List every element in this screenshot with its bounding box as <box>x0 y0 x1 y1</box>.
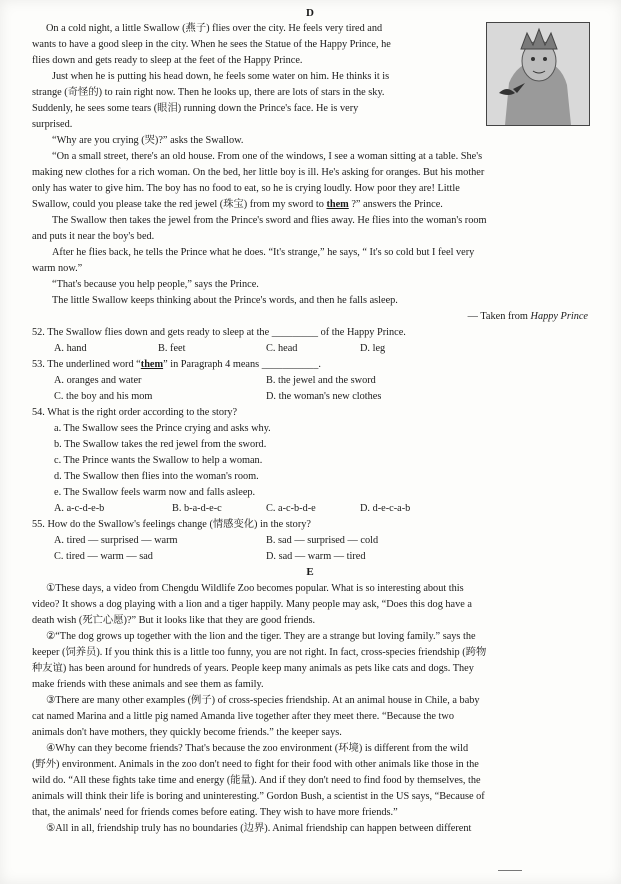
paragraph-line: wants to have a good sleep in the city. When he sees the Statue of the Happy Prince, he <box>32 39 391 50</box>
paragraph-line: ⑤All in all, friendship truly has no boundaries (边界). Animal friendship can happen between different <box>46 823 472 834</box>
paragraph-line: strange (奇怪的) to rain right now. Then he looks up, there are lots of stars in the sky. <box>32 87 385 98</box>
section-d-heading: D <box>306 7 314 19</box>
page-mark <box>498 870 522 871</box>
q54-event-c: c. The Prince wants the Swallow to help a woman. <box>54 455 263 466</box>
paragraph-line: “On a small street, there's an old house. From one of the windows, I see a woman sitting at a table. She's <box>52 151 483 162</box>
paragraph-line: “That's because you help people,” says the Prince. <box>52 279 259 290</box>
q52-option-b[interactable]: B. feet <box>158 343 186 354</box>
paragraph-line: ①These days, a video from Chengdu Wildlife Zoo becomes popular. What is so interesting about this <box>46 583 464 594</box>
paragraph-line: Just when he is putting his head down, he feels some water on him. He thinks it is <box>52 71 390 82</box>
paragraph-line-with-underline: Swallow, could you please take the red jewel (珠宝) from my sword to them ?” answers the Prince. <box>32 199 443 210</box>
paragraph-line: only has water to give him. The boy has no food to eat, so he is crying loudly. How poor they are! Little <box>32 183 460 194</box>
paragraph-line: On a cold night, a little Swallow (燕子) flies over the city. He feels very tired and <box>46 23 383 34</box>
underlined-word-them: them <box>140 359 164 370</box>
q54-option-b[interactable]: B. b-a-d-e-c <box>172 503 222 514</box>
paragraph-line: ③There are many other examples (例子) of cross-species friendship. At an animal house in Chile, a baby <box>46 695 480 706</box>
q52-option-d[interactable]: D. leg <box>360 343 386 354</box>
source-credit: — Taken from Happy Prince <box>467 311 588 322</box>
paragraph-line: Suddenly, he sees some tears (眼泪) running down the Prince's face. He is very <box>32 103 359 114</box>
q54-event-e: e. The Swallow feels warm now and falls asleep. <box>54 487 256 498</box>
paragraph-line: ②“The dog grows up together with the lion and the tiger. They are a strange but loving family.” says the <box>46 631 476 642</box>
paragraph-line: keeper (饲养员). If you think this is a little too funny, you are not right. In fact, cross-species friendship (跨物 <box>32 647 487 658</box>
q52-option-a[interactable]: A. hand <box>54 343 87 354</box>
paragraph-line: surprised. <box>32 119 73 130</box>
paragraph-line: flies down and gets ready to sleep at the feet of the Happy Prince. <box>32 55 303 66</box>
paragraph-line: making new clothes for a rich woman. On the bed, her little boy is ill. He's asking for oranges. But his mother <box>32 167 485 178</box>
q53-option-d[interactable]: D. the woman's new clothes <box>266 391 382 402</box>
q54-event-d: d. The Swallow then flies into the woman's room. <box>54 471 259 482</box>
q54-option-d[interactable]: D. d-e-c-a-b <box>360 503 411 514</box>
source-title: Happy Prince <box>530 311 588 322</box>
paragraph-line: death wish (死亡心愿)?” But it looks like that they are good friends. <box>32 615 316 626</box>
paragraph-line: cat named Marina and a little pig named Amanda live together after they meet there. “Because the two <box>32 711 455 722</box>
paragraph-line: “Why are you crying (哭)?” asks the Swallow. <box>52 135 244 146</box>
paragraph-line: After he flies back, he tells the Prince what he does. “It's strange,” he says, “ It's so cold but I feel very <box>52 247 475 258</box>
q54-event-b: b. The Swallow takes the red jewel from the sword. <box>54 439 267 450</box>
paragraph-line: warm now.” <box>32 263 83 274</box>
q53-option-a[interactable]: A. oranges and water <box>54 375 142 386</box>
paragraph-line: 种友谊) has been around for hundreds of years. People keep many animals as pets like cats and dogs. They <box>32 663 474 674</box>
question-54-stem: 54. What is the right order according to the story? <box>32 407 238 418</box>
paragraph-line: wild do. “All these fights take time and energy (能量). And if they don't need to find food by themselves, the <box>32 775 481 786</box>
paragraph-line: animals will think their life is boring and uninteresting.” Gordon Bush, a scientist in the US says, “Because of <box>32 791 485 802</box>
paragraph-line: (野外) environment. Animals in the zoo don't need to fight for their food with other animals like those in the <box>32 759 479 770</box>
q55-option-b[interactable]: B. sad — surprised — cold <box>266 535 379 546</box>
q53-option-b[interactable]: B. the jewel and the sword <box>266 375 376 386</box>
section-e-heading: E <box>306 566 314 578</box>
q52-option-c[interactable]: C. head <box>266 343 298 354</box>
q54-option-c[interactable]: C. a-c-b-d-e <box>266 503 316 514</box>
question-55-stem: 55. How do the Swallow's feelings change (情感变化) in the story? <box>32 519 311 530</box>
question-52-stem: 52. The Swallow flies down and gets ready to sleep at the _________ of the Happy Prince. <box>32 327 406 338</box>
paragraph-line: The Swallow then takes the jewel from the Prince's sword and flies away. He flies into the woman's room <box>52 215 487 226</box>
q55-option-d[interactable]: D. sad — warm — tired <box>266 551 366 562</box>
q54-event-a: a. The Swallow sees the Prince crying and asks why. <box>54 423 271 434</box>
paragraph-line: video? It shows a dog playing with a lion and a tiger happily. Many people may ask, “Does this dog have a <box>32 599 472 610</box>
paragraph-line: The little Swallow keeps thinking about the Prince's words, and then he falls asleep. <box>52 295 398 306</box>
paragraph-line: that, the animals' need for friends comes before eating. They wish to have more friends.” <box>32 807 398 818</box>
q54-option-a[interactable]: A. a-c-d-e-b <box>54 503 105 514</box>
q53-option-c[interactable]: C. the boy and his mom <box>54 391 153 402</box>
underlined-word-them: them <box>326 199 349 210</box>
q55-option-a[interactable]: A. tired — surprised — warm <box>54 535 178 546</box>
paragraph-line: make friends with these animals and see them as family. <box>32 679 264 690</box>
paragraph-line: animals don't have mothers, they quickly become friends.” the keeper says. <box>32 727 342 738</box>
q55-option-c[interactable]: C. tired — warm — sad <box>54 551 153 562</box>
happy-prince-statue-illustration <box>486 22 590 126</box>
paragraph-line: ④Why can they become friends? That's because the zoo environment (环境) is different from the wild <box>46 743 469 754</box>
question-53-stem: 53. The underlined word “them” in Paragraph 4 means ___________. <box>32 359 321 370</box>
paragraph-line: and puts it near the boy's bed. <box>32 231 155 242</box>
